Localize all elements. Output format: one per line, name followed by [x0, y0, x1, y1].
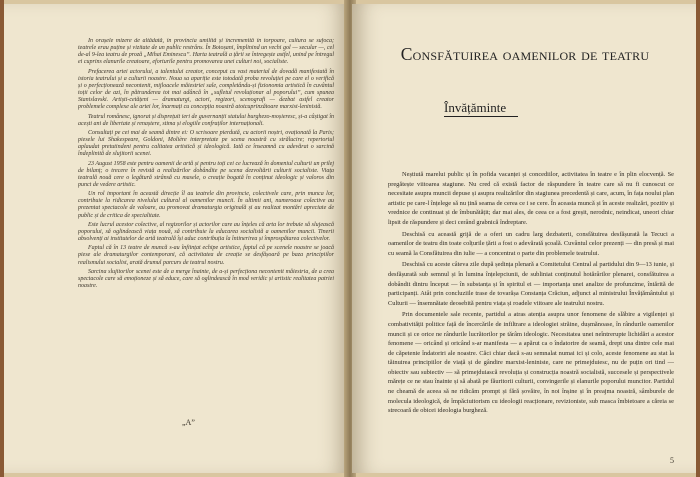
right-text-column: [388, 170, 674, 460]
left-paragraph: Teatrul românesc, ignorat și disprețuit ieri de guvernanții statului burghezo-moșieresc, și-a câștigat în acești ani de libertate și renaștere, stima și elogiile confraților internaționali.: [78, 113, 334, 127]
figure-mark: „A”: [182, 418, 195, 427]
left-paragraph: Un rol important în această direcție îl au teatrele din provincie, colectivele care, prin munca lor, contribuie la ridicarea nivelului cultural al oamenilor muncii. În ultimii ani, numeroase colective au prezentat spectacole de valoare, au promovat dramaturgia originală și au realizat montări apreciate de public și de critica de specialitate.: [78, 191, 334, 219]
left-paragraph: În orașele mizere de altădată, în provincia umilită și încremenită în torpoare, cultura se sufoca; teatrele erau puține și vizitate de un public restrâns. În Botoșani, împlinind un vechi gol — secular —, cel de-al 9-lea teatru de proză „Mihai Eminescu”. Harta teatrală a țării se întregește astfel, unind pe întregul ei cuprins elanurile creatoare, eforturile pentru promovarea unei culturi noi, socialiste.: [78, 38, 334, 66]
left-paragraph: Consultați pe cei mai de seamă dintre ei: O scrisoare pierdută, cu actorii noștri, ovaționată la Paris; piesele lui Shakespeare, Goldoni, Molière interpretate pe scena noastră cu strălucire; repertoriul aplaudat pretutindeni pentru calitatea artistică și ideologică. Iată ce înseamnă cu adevărat o sarcină îndeplinită de slujitorii scenei.: [78, 129, 334, 158]
left-text-column: [78, 38, 334, 368]
left-paragraph: Faptul că în 13 teatre de muncă s-au înființat echipe artistice, faptul că pe scenele noastre se joacă piese ale dramaturgilor contemporani, că activitatea de creație se desfășoară pe baza principiilor realismului socialist, arată drumul parcurs de teatrul nostru.: [78, 245, 334, 266]
right-paragraph: Prin documentele sale recente, partidul a atras atenția asupra unor fenomene de slăbire a vigilenței și combativității politice față de încercările de infiltrare a ideologiei străine, dușmănoase, în rândurile oamenilor muncii și ce orice ne rândurile lucrătorilor pe tărâm ideologic. Necesitatea unei neîntrerupte lichidări a acestor fenomene — oricând și oricând s-ar manifesta — a apărut ca o îndatorire de seamă, drept una dintre cele mai de căpetenie îndatoriri ale noastre. Căci chiar dacă s-au semnalat numai ici și colo, aceste fenomene au stat la tăinuirea principiilor de viață și de gândire marxist-leniniste, care ne primejduiesc, nu de puțin ori tind — obiectiv sau subiectiv — să primejduiască revoluția și construcția noastră socialistă, succesele și perspectivele mărețe ce ne stau înainte și să abată pe făuritorii culturii, convingerile și elanurile poporului muncitor. Partidul ne cheamă de aceea să ne ridicăm prompt și fără șovăire, în noi înșine și în preajma noastră, sâmburele de molecula ideologică, de împăciuitorism cu ideologii reacționare, revizioniste, sub masca îmbietoare a căreia se strecoară de obicei ideologia burgheză.: [388, 311, 674, 415]
subheading-underline: [444, 116, 518, 117]
book-binding-right: [696, 0, 700, 477]
left-paragraph: Sarcina slujitorilor scenei este de a merge înainte, de a-și perfecționa necontenit măiestria, de a crea spectacole care să emoționeze și să educe, care să oglindească în mod veridic și artistic realitatea patriei noastre.: [78, 268, 334, 289]
left-paragraph: Prefacerea artei actorului, a talentului creator, conceput cu vast material de dovadă manifestată în istoria teatrului și a culturii noastre. Noua sa apariție este totodată proba revoluției pe care el o verifică și o perfecționează necontenit, mijloacele măiestriei sale, completându-și fizionomia artistică în cuvântul toții celor de azi, în pătrunderea tot mai adâncă în „sufletul revoluționar al poporului”, cum spunea Stanislavski. Artiști-cetățeni — dramaturgi, actori, regizori, scenografi — dezbat astfel creator problemele complexe ale artei lor, înarmați cu concepția noastră atotcuprinzătoare marxist-leninistă.: [78, 68, 334, 111]
right-paragraph: Deschisă cu această grijă de a oferi un cadru larg dezbaterii, consfătuirea desfășurată la Tecuci a oamenilor de teatru din toate colțurile țării a fost o adevărată școală. Cuvântul celor prezenți — din presă și mai cu seamă la Consfătuirea din iulie — a concentrat o parte din problemele teatrului.: [388, 230, 674, 257]
article-headline: Consfătuirea oamenilor de teatru: [400, 44, 650, 64]
right-paragraph: Deschisă cu aceste câteva zile după ședința plenară a Comitetului Central al partidului din 9—13 iunie, și desfășurată sub semnul și în lumina înțelepciunii, de subliniat conținutul hotărârilor plenarei, consfătuirea a dobândit dintru început — în substanța și în spiritul ei — importanța unei analize de profunzime, întărită de participanți. Atât prin concluziile trase de tovarășa Constanța Crăciun, adjunct al ministrului Învățământului și Culturii — însemnătate deosebită pentru viața și roadele viitoare ale teatrului nostru.: [388, 261, 674, 307]
left-page: [4, 4, 348, 473]
left-paragraph: Este lucrul acestor colective, al regizorilor și actorilor care au înțeles că arta lor trebuie să slujească poporului, să oglindească viața nouă, să contribuie la educarea socialistă a oamenilor muncii. Tinerii absolvenți ai institutelor de artă teatrală își aduc contribuția la întinerirea și împrospătarea colectivelor.: [78, 221, 334, 243]
left-paragraph: 23 August 1958 este pentru oamenii de artă și pentru toți cei ce lucrează în domeniul culturii un prilej de bilanț; o trecere în revistă a realizărilor dobândite pe scena dezvoltării culturii socialiste. Viața teatrală nouă cere o legătură strânsă cu masele, o creație bogată în conținut ideologic și valoros din punct de vedere artistic.: [78, 160, 334, 188]
right-paragraph: Neștiută marelui public și în pofida vacanței și concediilor, activitatea în teatre e în plin elocvență. Se pregătește viitoarea stagiune. Nu cred că există factor de răspundere în teatre care să nu fi cunoscut ce necesitate asupra muncii depuse și asupra realizărilor din stagiunea precedentă și care, acum, în fața noului plan artistic pe care-l înțelege să nu țină seama de cerea ce i se cere. În aceasta muncă și în aceste realizări, pozitiv și vrednice de continuat și de îmbunătățit; dar mai ales, de ceea ce a fost greșit, nerodnic, neindicat, uneori chiar lipsit de răspundere și deci cerând grabnică îndreptare.: [388, 171, 674, 226]
right-page: [352, 4, 696, 473]
page-number: 5: [670, 456, 674, 465]
article-subheading: Învățăminte: [444, 100, 507, 115]
